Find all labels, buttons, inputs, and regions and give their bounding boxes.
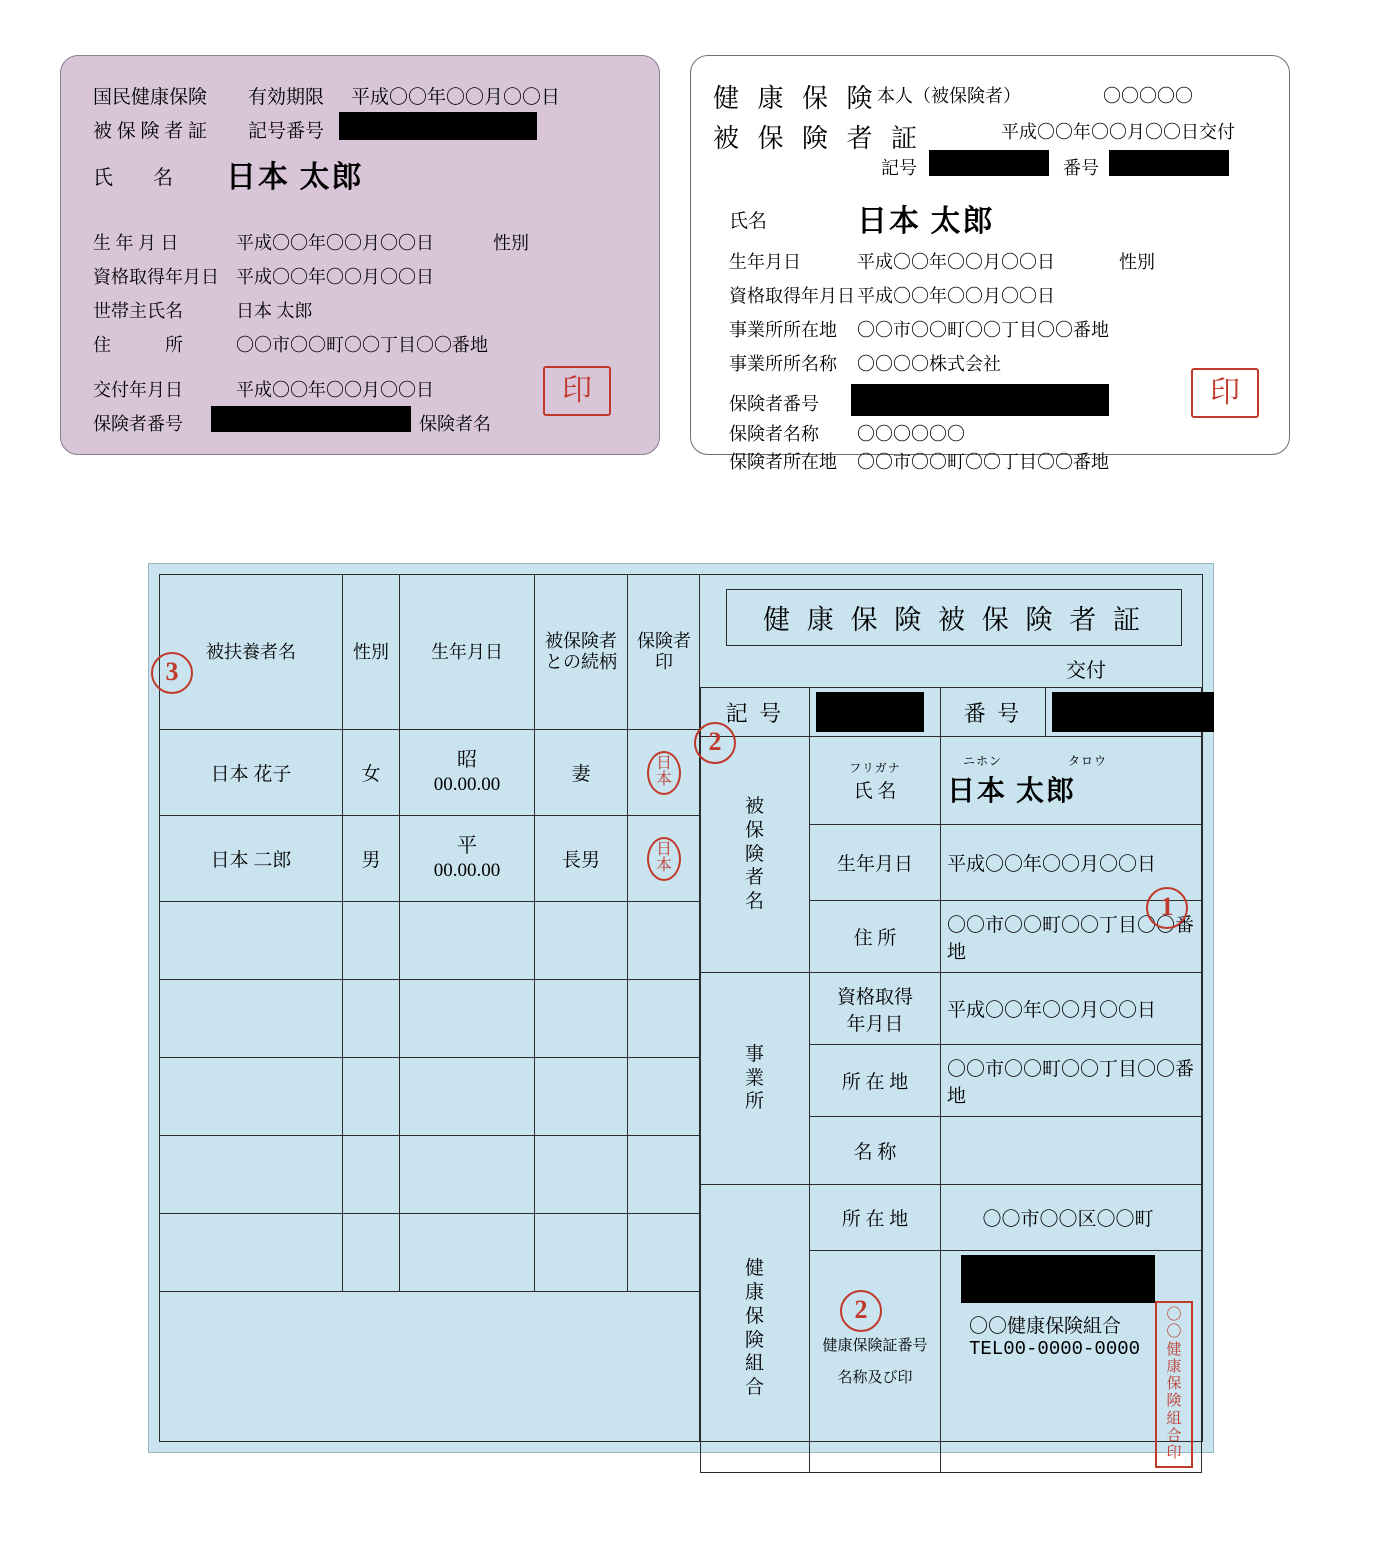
kenpo-kigou-redaction (929, 150, 1049, 176)
kenpo-insurer-addr-value: 〇〇市〇〇町〇〇丁目〇〇番地 (857, 452, 1109, 472)
kokuho-acquire-value: 平成〇〇年〇〇月〇〇日 (236, 267, 434, 287)
table-row (160, 816, 701, 902)
value-birth: 平成〇〇年〇〇月〇〇日 (941, 825, 1202, 901)
value-kigou (810, 688, 941, 737)
value-office-address: 〇〇市〇〇町〇〇丁目〇〇番地 (941, 1045, 1202, 1117)
label-office-address: 所 在 地 (810, 1045, 941, 1117)
label-name: フリガナ 氏 名 (810, 737, 941, 825)
kenpo-birth-value: 平成〇〇年〇〇月〇〇日 (857, 252, 1055, 272)
kokuho-name-value: 日本 太郎 (226, 161, 364, 194)
kokuho-symbol-number-redaction (339, 112, 537, 140)
dependent-sex-2: 男 (343, 816, 400, 902)
union-tel: TEL00-0000-0000 (969, 1338, 1141, 1360)
dependents-table (159, 574, 701, 1442)
dependent-name-1: 日本 花子 (160, 730, 343, 816)
header-sex: 性別 (343, 575, 400, 730)
kenpo-sex-label: 性別 (1119, 252, 1155, 272)
kenpo-insurance-card (690, 55, 1290, 472)
table-row (160, 730, 701, 816)
table-row-footer (160, 1292, 701, 1442)
value-bangou (1046, 688, 1202, 737)
dependent-seal-2: 日 本 (628, 816, 701, 902)
detail-card-title: 健 康 保 険 被 保 険 者 証 (726, 589, 1182, 646)
value-acquire: 平成〇〇年〇〇月〇〇日 (941, 973, 1202, 1045)
table-row-empty (160, 1214, 701, 1292)
row-name (701, 737, 1202, 825)
kokuho-acquire-label: 資格取得年月日 (93, 267, 219, 287)
value-office-name (941, 1117, 1202, 1185)
header-seal: 保険者 印 (628, 575, 701, 730)
kenpo-issue-value: 平成〇〇年〇〇月〇〇日交付 (1001, 122, 1235, 142)
value-name: ニホン タロウ 日本 太郎 (941, 737, 1202, 825)
kokuho-insurer-name-label: 保険者名 (419, 414, 491, 434)
label-office-name: 名 称 (810, 1117, 941, 1185)
kenpo-title-line1: 健 康 保 険 (713, 84, 879, 113)
union-seal: 〇〇健 康保険 組合印 (1155, 1301, 1193, 1468)
kenpo-bangou-redaction (1109, 150, 1229, 176)
kenpo-insurer-no-label: 保険者番号 (729, 394, 819, 414)
kenpo-insurer-addr-label: 保険者所在地 (729, 452, 837, 472)
kenpo-office-name-label: 事業所所名称 (729, 354, 837, 374)
kenpo-dots: 〇〇〇〇〇 (1103, 86, 1193, 106)
kenpo-acquire-value: 平成〇〇年〇〇月〇〇日 (857, 286, 1055, 306)
kokuho-validity-value: 平成〇〇年〇〇月〇〇日 (351, 87, 561, 108)
kokuho-title-line1: 国民健康保険 (93, 87, 208, 108)
kenpo-insurer-name-label: 保険者名称 (729, 424, 819, 444)
label-union-address: 所 在 地 (810, 1185, 941, 1251)
marker-1-insured: 1 (1146, 887, 1188, 929)
kokuho-issue-label: 交付年月日 (93, 380, 183, 400)
kenpo-kigou-label: 記号 (881, 158, 917, 178)
table-row-empty (160, 902, 701, 980)
kokuho-birth-value: 平成〇〇年〇〇月〇〇日 (236, 233, 434, 253)
dependent-sex-1: 女 (343, 730, 400, 816)
kenpo-acquire-label: 資格取得年月日 (729, 286, 855, 306)
row-union-address (701, 1185, 1202, 1251)
kokuho-symbol-number-label: 記号番号 (248, 121, 325, 142)
kokuho-head-value: 日本 太郎 (236, 301, 313, 321)
label-birth: 生年月日 (810, 825, 941, 901)
row-kigou-bangou (701, 688, 1202, 737)
table-row-empty (160, 1058, 701, 1136)
label-acquire: 資格取得 年月日 (810, 973, 941, 1045)
kenpo-name-label: 氏名 (729, 211, 768, 232)
table-header-row (160, 575, 701, 730)
kokuho-seal: 印 (543, 366, 611, 416)
vlabel-office: 事 業 所 (701, 973, 810, 1185)
kenpo-office-addr-label: 事業所所在地 (729, 320, 837, 340)
header-relation: 被保険者 との続柄 (535, 575, 628, 730)
dependent-name-2: 日本 二郎 (160, 816, 343, 902)
label-kigou: 記 号 (701, 688, 810, 737)
kenpo-insurer-no-redaction (851, 384, 1109, 416)
kenpo-office-name-value: 〇〇〇〇株式会社 (857, 354, 1001, 374)
kenpo-office-addr-value: 〇〇市〇〇町〇〇丁目〇〇番地 (857, 320, 1109, 340)
header-dependent-name: 被扶養者名 (160, 575, 343, 730)
header-dob: 生年月日 (400, 575, 535, 730)
kokuho-insurer-no-label: 保険者番号 (93, 414, 183, 434)
dependents-section (159, 574, 691, 1442)
insured-detail-card (699, 574, 1203, 1461)
marker-3: 3 (151, 652, 193, 694)
dependent-dob-2: 平 00.00.00 (400, 816, 535, 902)
kokuho-insurer-no-redaction (211, 406, 411, 432)
detail-table (700, 687, 1202, 1473)
kokuho-issue-value: 平成〇〇年〇〇月〇〇日 (236, 380, 434, 400)
label-union-number: 健康保険証番号 名称及び印 (810, 1251, 941, 1473)
marker-2-insurer-no: 2 (840, 1290, 882, 1332)
value-address: 〇〇市〇〇町〇〇丁目〇〇番地 (941, 901, 1202, 973)
kokuho-name-label: 氏 名 (93, 167, 173, 189)
vlabel-insured: 被 保 険 者 名 (701, 737, 810, 973)
union-name: 〇〇健康保険組合 (969, 1316, 1122, 1338)
row-acquire (701, 973, 1202, 1045)
kokuho-address-label: 住 所 (93, 335, 183, 355)
kokuho-address-value: 〇〇市〇〇町〇〇丁目〇〇番地 (236, 335, 488, 355)
dependent-relation-2: 長男 (535, 816, 628, 902)
kenpo-seal: 印 (1191, 368, 1259, 418)
insurance-booklet (148, 563, 1214, 1461)
label-address: 住 所 (810, 901, 941, 973)
dependent-dob-1: 昭 00.00.00 (400, 730, 535, 816)
kokuho-validity-label: 有効期限 (248, 87, 325, 108)
kenpo-birth-label: 生年月日 (729, 252, 801, 272)
table-row-empty (160, 980, 701, 1058)
label-bangou: 番 号 (941, 688, 1046, 737)
kokuho-head-label: 世帯主氏名 (93, 301, 183, 321)
value-union-number (941, 1251, 1202, 1473)
kenpo-insurer-name-value: 〇〇〇〇〇〇 (857, 424, 965, 444)
detail-issue-label: 交付 (1066, 660, 1106, 682)
value-union-address: 〇〇市〇〇区〇〇町 (941, 1185, 1202, 1251)
kenpo-bangou-label: 番号 (1063, 158, 1099, 178)
kokuho-insurance-card (60, 55, 660, 455)
kenpo-title-line2: 被 保 険 者 証 (713, 124, 924, 153)
dependent-seal-1: 日 本 (628, 730, 701, 816)
kenpo-person-type: 本人（被保険者） (877, 86, 1021, 106)
vlabel-union: 健 康 保 険 組 合 (701, 1185, 810, 1473)
kenpo-name-value: 日本 太郎 (857, 205, 995, 238)
kokuho-birth-label: 生 年 月 日 (93, 233, 179, 253)
kokuho-title-line2: 被 保 険 者 証 (93, 121, 208, 142)
dependent-relation-1: 妻 (535, 730, 628, 816)
kokuho-sex-label: 性別 (493, 233, 529, 253)
marker-2-kigou: 2 (694, 722, 736, 764)
table-row-empty (160, 1136, 701, 1214)
